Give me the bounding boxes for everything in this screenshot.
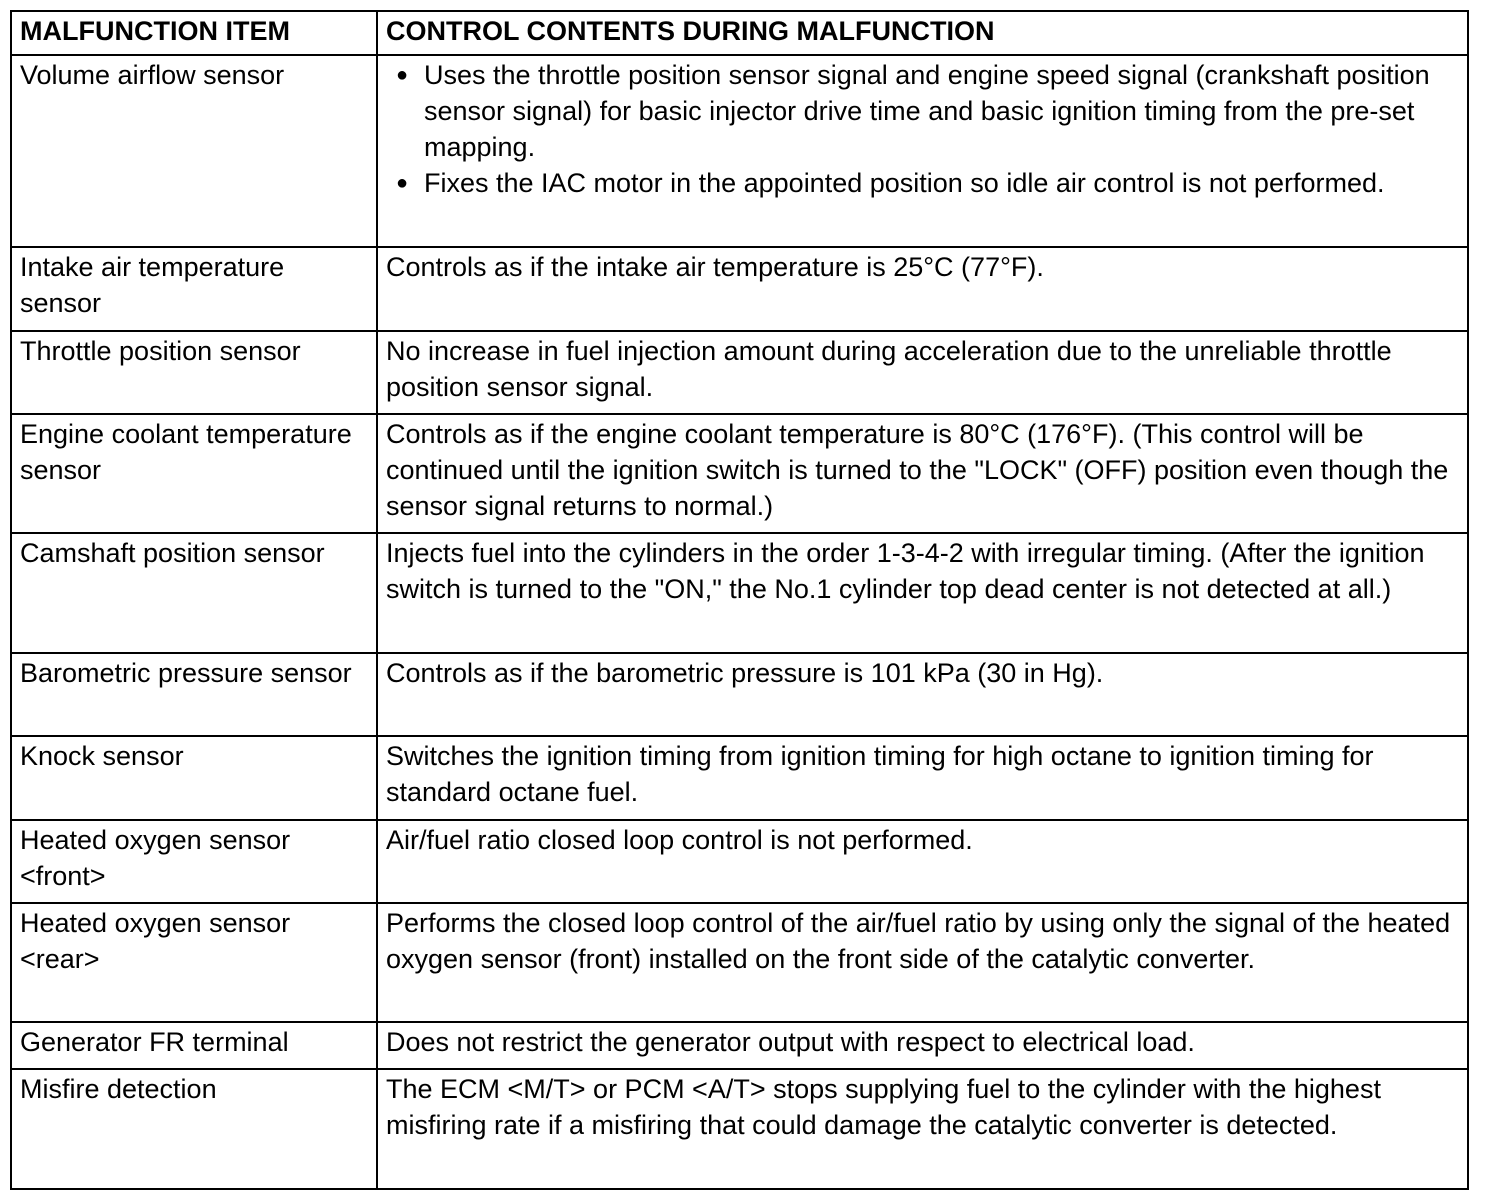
control-contents-cell: The ECM <M/T> or PCM <A/T> stops supplying fuel to the cylinder with the highest misfiring rate if a misfiring that could damage the catalytic converter is detected. bbox=[377, 1069, 1468, 1189]
malfunction-item-cell: Misfire detection bbox=[11, 1069, 377, 1189]
malfunction-control-table bbox=[10, 10, 1469, 1190]
bullet-text: Fixes the IAC motor in the appointed position so idle air control is not performed. bbox=[424, 168, 1385, 198]
table-row bbox=[11, 533, 1468, 653]
list-item bbox=[386, 165, 1461, 201]
table-row bbox=[11, 820, 1468, 903]
malfunction-item-cell: Engine coolant temperature sensor bbox=[11, 414, 377, 533]
list-item bbox=[386, 57, 1461, 165]
table-row bbox=[11, 414, 1468, 533]
control-contents-cell: Controls as if the engine coolant temperature is 80°C (176°F). (This control will be continued until the ignition switch is turned to the "LOCK" (OFF) position even though the sensor signal returns to normal.) bbox=[377, 414, 1468, 533]
bullet-list bbox=[386, 57, 1461, 201]
control-contents-cell: Injects fuel into the cylinders in the order 1-3-4-2 with irregular timing. (After the ignition switch is turned to the "ON," the No.1 cylinder top dead center is not detected at all.) bbox=[377, 533, 1468, 653]
malfunction-item-cell: Intake air temperature sensor bbox=[11, 247, 377, 331]
table-row bbox=[11, 55, 1468, 247]
control-contents-cell: Air/fuel ratio closed loop control is not performed. bbox=[377, 820, 1468, 903]
malfunction-item-cell: Knock sensor bbox=[11, 736, 377, 820]
table-row bbox=[11, 247, 1468, 331]
malfunction-item-cell: Throttle position sensor bbox=[11, 331, 377, 414]
malfunction-item-cell: Barometric pressure sensor bbox=[11, 653, 377, 736]
control-contents-cell: Controls as if the barometric pressure is 101 kPa (30 in Hg). bbox=[377, 653, 1468, 736]
table-row bbox=[11, 736, 1468, 820]
control-contents-cell: No increase in fuel injection amount during acceleration due to the unreliable throttle position sensor signal. bbox=[377, 331, 1468, 414]
control-contents-cell bbox=[377, 55, 1468, 247]
header-control-contents: CONTROL CONTENTS DURING MALFUNCTION bbox=[377, 11, 1468, 55]
table-row bbox=[11, 903, 1468, 1022]
header-malfunction-item: MALFUNCTION ITEM bbox=[11, 11, 377, 55]
table-row bbox=[11, 1069, 1468, 1189]
control-contents-cell: Performs the closed loop control of the air/fuel ratio by using only the signal of the heated oxygen sensor (front) installed on the front side of the catalytic converter. bbox=[377, 903, 1468, 1022]
bullet-icon: ● bbox=[396, 64, 409, 86]
malfunction-item-cell: Volume airflow sensor bbox=[11, 55, 377, 247]
table-row bbox=[11, 653, 1468, 736]
bullet-text: Uses the throttle position sensor signal and engine speed signal (crankshaft position sensor signal) for basic injector drive time and basic ignition timing from the pre-set mapping. bbox=[424, 60, 1430, 162]
malfunction-item-cell: Heated oxygen sensor <front> bbox=[11, 820, 377, 903]
table-header-row bbox=[11, 11, 1468, 55]
table-row bbox=[11, 1022, 1468, 1069]
malfunction-item-cell: Generator FR terminal bbox=[11, 1022, 377, 1069]
control-contents-cell: Switches the ignition timing from ignition timing for high octane to ignition timing for standard octane fuel. bbox=[377, 736, 1468, 820]
bullet-icon: ● bbox=[396, 172, 409, 194]
control-contents-cell: Does not restrict the generator output with respect to electrical load. bbox=[377, 1022, 1468, 1069]
malfunction-item-cell: Camshaft position sensor bbox=[11, 533, 377, 653]
table-row bbox=[11, 331, 1468, 414]
control-contents-cell: Controls as if the intake air temperature is 25°C (77°F). bbox=[377, 247, 1468, 331]
malfunction-item-cell: Heated oxygen sensor <rear> bbox=[11, 903, 377, 1022]
